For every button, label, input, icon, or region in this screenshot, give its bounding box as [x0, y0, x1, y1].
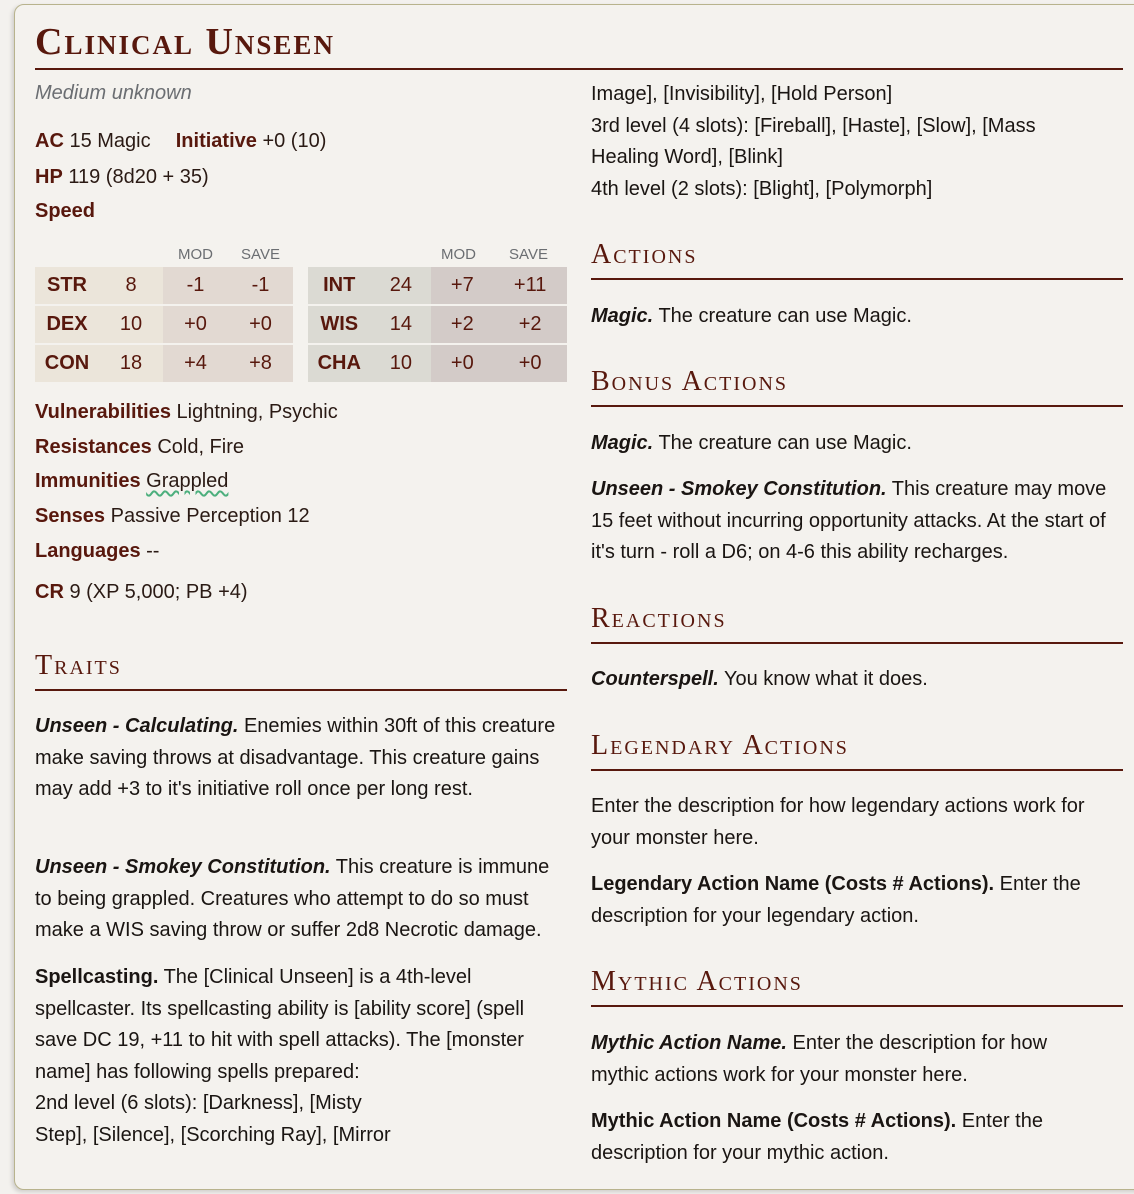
ability-score: 14 — [370, 305, 431, 344]
ability-row-str — [35, 267, 293, 305]
immunities-label: Immunities — [35, 470, 141, 492]
monster-type: Medium unknown — [35, 82, 192, 104]
mythic-actions-heading: Mythic Actions — [591, 966, 803, 997]
trait-text: The [Clinical Unseen] is a 4th-level spellcaster. Its spellcasting ability is [ability score] (spell save DC 19, +11 to hit with spell attacks). The [monster name] has following spells prepared: — [35, 966, 525, 1083]
mythic-action-text: Enter the description for how mythic actions work for your monster here. — [591, 1032, 1048, 1086]
ability-mod: +7 — [431, 267, 493, 305]
actions-divider — [591, 278, 1123, 280]
bonus-action-name: Unseen - Smokey Constitution. — [591, 478, 887, 500]
mythic-actions-divider — [591, 1005, 1123, 1007]
ability-name: STR — [35, 267, 99, 305]
trait-text: This creature is immune to being grappled. Creatures who attempt to do so must make a WIS saving throw or suffer 2d8 Necrotic damage. — [35, 856, 550, 941]
spell-line: 2nd level (6 slots): [Darkness], [Misty Step], [Silence], [Scorching Ray], [Mirror — [35, 1092, 391, 1146]
ability-row-wis — [308, 305, 567, 344]
ability-row-int — [308, 267, 567, 305]
legendary-intro: Enter the description for how legendary actions work for your monster here. — [591, 795, 1085, 849]
ability-save: +0 — [228, 305, 293, 344]
initiative-value: +0 (10) — [262, 130, 327, 152]
hp-label: HP — [35, 166, 63, 188]
spell-list-part2 — [591, 79, 1126, 205]
ability-name: INT — [308, 267, 370, 305]
spell-list-part1 — [35, 1088, 395, 1151]
save-header-mental: SAVE — [509, 246, 548, 263]
mythic-action-item — [591, 1028, 1081, 1091]
reaction-name: Counterspell. — [591, 668, 719, 690]
ability-mod: -1 — [163, 267, 228, 305]
legendary-actions-heading: Legendary Actions — [591, 730, 849, 761]
initiative-label: Initiative — [175, 130, 257, 152]
trait-item — [35, 711, 570, 806]
vulnerabilities-line — [35, 401, 338, 424]
physical-abilities-table — [35, 267, 293, 382]
languages-value: -- — [146, 540, 160, 562]
languages-label: Languages — [35, 540, 141, 562]
ability-save: -1 — [228, 267, 293, 305]
ability-score: 18 — [99, 344, 163, 382]
senses-line — [35, 505, 310, 528]
mod-header-physical: MOD — [178, 246, 213, 263]
legendary-action-name: Legendary Action Name (Costs # Actions). — [591, 873, 995, 895]
ability-name: CON — [35, 344, 99, 382]
ability-save: +11 — [493, 267, 567, 305]
cr-value: 9 (XP 5,000; PB +4) — [69, 581, 248, 603]
mental-abilities-table — [308, 267, 567, 382]
ability-name: CHA — [308, 344, 370, 382]
ac-label: AC — [35, 130, 64, 152]
ability-score: 8 — [99, 267, 163, 305]
resistances-label: Resistances — [35, 436, 152, 458]
legendary-action-text: Enter the description for your legendary action. — [591, 873, 1081, 927]
mod-header-mental: MOD — [441, 246, 476, 263]
bonus-actions-heading: Bonus Actions — [591, 366, 789, 397]
actions-heading: Actions — [591, 239, 698, 270]
spell-line: 4th level (2 slots): [Blight], [Polymorph] — [591, 177, 933, 200]
trait-item — [35, 852, 570, 947]
bonus-action-item — [591, 428, 1126, 460]
cr-line — [35, 581, 248, 604]
ability-row-con — [35, 344, 293, 382]
reactions-heading: Reactions — [591, 603, 727, 634]
hp-value: 119 (8d20 + 35) — [68, 166, 209, 188]
languages-line — [35, 540, 159, 563]
bonus-action-text: The creature can use Magic. — [658, 432, 912, 454]
bonus-actions-divider — [591, 405, 1123, 407]
hp-line — [35, 166, 209, 189]
ability-save: +2 — [493, 305, 567, 344]
monster-name: Clinical Unseen — [35, 21, 335, 63]
action-name: Magic. — [591, 305, 654, 327]
bonus-action-text: This creature may move 15 feet without incurring opportunity attacks. At the start of it's turn - roll a D6; on 4-6 this ability recharges. — [591, 478, 1107, 563]
ability-name: WIS — [308, 305, 370, 344]
trait-name: Unseen - Calculating. — [35, 715, 239, 737]
trait-item — [35, 962, 555, 1088]
mythic-action-name: Mythic Action Name (Costs # Actions). — [591, 1110, 957, 1132]
trait-name: Unseen - Smokey Constitution. — [35, 856, 331, 878]
ability-score: 10 — [370, 344, 431, 382]
action-text: The creature can use Magic. — [658, 305, 912, 327]
ability-mod: +0 — [431, 344, 493, 382]
ac-value: 15 Magic — [69, 130, 151, 152]
bonus-action-name: Magic. — [591, 432, 654, 454]
ability-save: +8 — [228, 344, 293, 382]
resistances-line — [35, 436, 244, 459]
ability-row-dex — [35, 305, 293, 344]
speed-line — [35, 200, 95, 223]
save-header-physical: SAVE — [241, 246, 280, 263]
ability-score: 10 — [99, 305, 163, 344]
ability-name: DEX — [35, 305, 99, 344]
action-item — [591, 301, 1126, 333]
reaction-text: You know what it does. — [724, 668, 928, 690]
immunities-value: Grappled — [146, 470, 229, 492]
traits-heading: Traits — [35, 650, 122, 681]
speed-label: Speed — [35, 200, 96, 222]
senses-value: Passive Perception 12 — [110, 505, 310, 527]
vulnerabilities-label: Vulnerabilities — [35, 401, 171, 423]
immunities-line — [35, 470, 228, 493]
reactions-divider — [591, 642, 1123, 644]
legendary-action-item — [591, 869, 1091, 932]
trait-text: Enemies within 30ft of this creature make saving throws at disadvantage. This creature gains may add +3 to it's initiative roll once per long rest. — [35, 715, 556, 800]
reaction-item — [591, 664, 1126, 696]
vulnerabilities-value: Lightning, Psychic — [176, 401, 338, 423]
ability-mod: +0 — [163, 305, 228, 344]
trait-name: Spellcasting. — [35, 966, 159, 988]
senses-label: Senses — [35, 505, 106, 527]
cr-label: CR — [35, 581, 64, 603]
legendary-actions-divider — [591, 769, 1123, 771]
spell-line: 3rd level (4 slots): [Fireball], [Haste], [Slow], [Mass Healing Word], [Blink] — [591, 114, 1036, 168]
traits-divider — [35, 689, 567, 691]
ac-initiative-line — [35, 130, 326, 153]
mythic-action-text: Enter the description for your mythic action. — [591, 1110, 1043, 1164]
ability-mod: +4 — [163, 344, 228, 382]
mythic-action-item — [591, 1106, 1061, 1169]
spell-line: Image], [Invisibility], [Hold Person] — [591, 83, 893, 105]
bonus-action-item — [591, 474, 1126, 569]
ability-row-cha — [308, 344, 567, 382]
ability-save: +0 — [493, 344, 567, 382]
ability-mod: +2 — [431, 305, 493, 344]
mythic-action-name: Mythic Action Name. — [591, 1032, 787, 1054]
ability-score: 24 — [370, 267, 431, 305]
title-divider — [35, 68, 1123, 70]
resistances-value: Cold, Fire — [157, 436, 245, 458]
